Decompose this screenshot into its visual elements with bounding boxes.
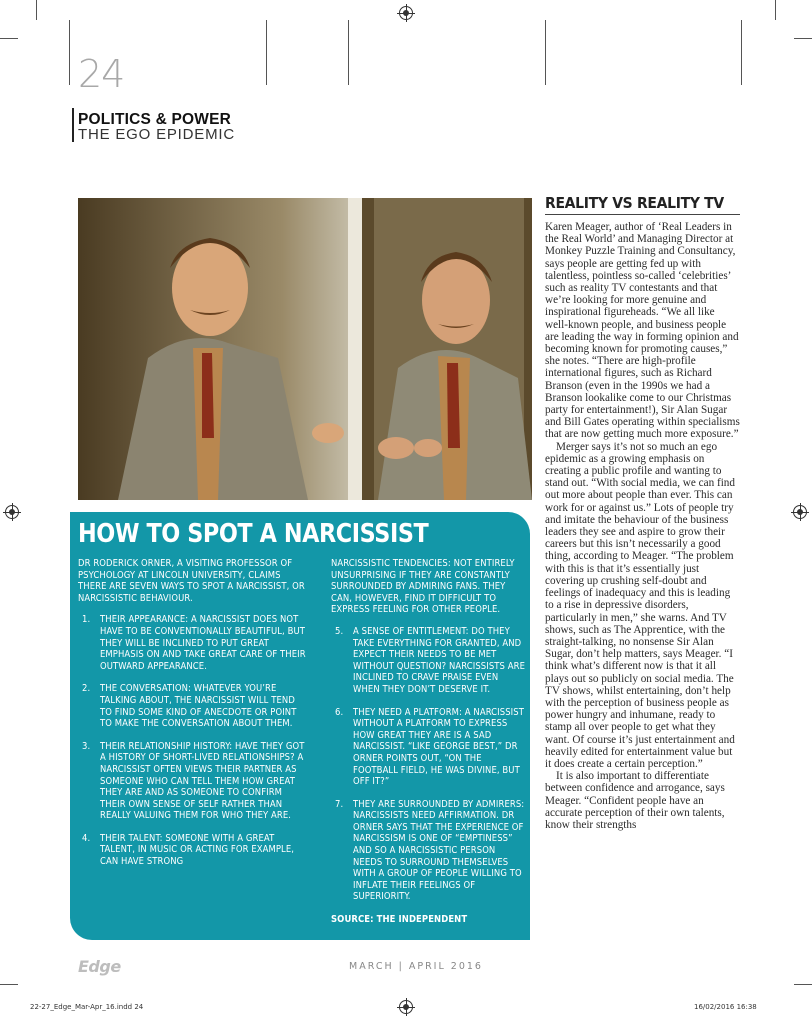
sidebar-rule — [545, 214, 740, 215]
sidebar-body — [545, 221, 740, 831]
article-photo — [78, 198, 532, 500]
sidebar-paragraph: It is also important to differentiate between confidence and arrogance, says Meager. “Confident people have an accurate perception of their own talents, know their strengths — [545, 770, 725, 831]
list-item: 4. THEIR TALENT: SOMEONE WITH A GREAT TALENT, IN MUSIC OR ACTING FOR EXAMPLE, CAN HAVE STRONG — [82, 832, 295, 868]
guide-line — [545, 20, 546, 85]
issue-date: MARCH | APRIL 2016 — [349, 961, 483, 972]
registration-mark-right — [793, 505, 807, 519]
guide-line — [348, 20, 349, 85]
registration-mark-left — [5, 505, 19, 519]
edge-logo: Edge — [78, 957, 121, 976]
list-item: 7. THEY ARE SURROUNDED BY ADMIRERS: NARCISSISTS NEED AFFIRMATION. DR ORNER SAYS THAT THE EXPERIENCE OF NARCISSISM IS ONE OF “EMPTINESS” AND SO A NARCISSISTIC PERSON NEEDS TO SURROUND THEMSELVES WITH A GROUP OF PEOPLE WILLING TO INFLATE THEIR FEELINGS OF SUPERIORITY. — [335, 798, 525, 903]
guide-line — [741, 20, 742, 85]
list-item: 3. THEIR RELATIONSHIP HISTORY: HAVE THEY GOT A HISTORY OF SHORT-LIVED RELATIONSHIPS? A NARCISSIST OFTEN VIEWS THEIR PARTNER AS SOMEONE WHO CAN TELL THEM HOW GREAT THEY ARE AND AS SOMEONE TO CONFIRM THEIR OWN SENSE OF SELF RATHER THAN REALLY VALUING THEM FOR WHO THEY ARE. — [82, 740, 305, 822]
sidebar-heading: REALITY VS REALITY TV — [545, 194, 724, 212]
box-source: SOURCE: THE INDEPENDENT — [331, 914, 468, 926]
narcissist-list — [78, 614, 308, 867]
box-continuation: NARCISSISTIC TENDENCIES: NOT ENTIRELY UNSURPRISING IF THEY ARE CONSTANTLY SURROUNDED BY ADMIRING FANS. THEY CAN, HOWEVER, FIND IT DIFFICULT TO EXPRESS FEELING FOR OTHER PEOPLE. — [331, 558, 515, 616]
list-item: 5. A SENSE OF ENTITLEMENT: DO THEY TAKE EVERYTHING FOR GRANTED, AND EXPECT THEIR NEEDS TO BE MET WITHOUT QUESTION? NARCISSISTS ARE INCLINED TO CRAVE PRAISE EVEN WHEN THEY DON’T DESERVE IT. — [335, 625, 526, 695]
crop-mark — [775, 0, 776, 20]
crop-mark — [0, 984, 18, 985]
box-column-right — [331, 558, 526, 926]
list-item: 2. THE CONVERSATION: WHATEVER YOU’RE TALKING ABOUT, THE NARCISSIST WILL TEND TO FIND SOME KIND OF ANECDOTE OR POINT TO MAKE THE CONVERSATION ABOUT THEM. — [82, 683, 297, 730]
crop-mark — [794, 984, 812, 985]
section-subtitle: THE EGO EPIDEMIC — [78, 126, 235, 143]
page-number: 24 — [78, 52, 125, 96]
guide-line — [69, 20, 70, 85]
guide-line — [266, 20, 267, 85]
box-title: HOW TO SPOT A NARCISSIST — [78, 519, 429, 549]
print-timestamp: 16/02/2016 16:38 — [694, 1003, 757, 1011]
list-item: 6. THEY NEED A PLATFORM: A NARCISSIST WITHOUT A PLATFORM TO EXPRESS HOW GREAT THEY ARE IS A SAD NARCISSIST. “LIKE GEORGE BEST,” DR ORNER POINTS OUT, “ON THE FOOTBALL FIELD, HE WAS DIVINE, BUT OFF IT?” — [335, 706, 524, 788]
section-title: POLITICS & POWER — [78, 111, 232, 128]
registration-mark-top — [399, 6, 413, 20]
crop-mark — [36, 0, 37, 20]
sidebar-paragraph: Karen Meager, author of ‘Real Leaders in the Real World’ and Managing Director at Monkey Puzzle Training and Consultancy, says people are getting fed up with talentless, pointless so-called ‘celebrities’ such as reality TV contestants and that we’re looking for more genuine and inspirational figureheads. “We all like well-known people, and business people are leading the way in forming opinion and becoming known for promoting causes,” she notes. “There are high-profile international figures, such as Richard Branson (even in the 1990s we had a Branson lookalike come to our Christmas party for entertainment!), Sir Alan Sugar and Bill Gates operating within specialisms that are now getting much more exposure.” — [545, 221, 740, 441]
box-column-left — [78, 558, 308, 879]
box-intro: DR RODERICK ORNER, A VISITING PROFESSOR OF PSYCHOLOGY AT LINCOLN UNIVERSITY, CLAIMS THERE ARE SEVEN WAYS TO SPOT A NARCISSIST, OR NARCISSISTIC BEHAVIOUR. — [78, 558, 305, 604]
crop-mark — [0, 38, 18, 39]
list-item: 1. THEIR APPEARANCE: A NARCISSIST DOES NOT HAVE TO BE CONVENTIONALLY BEAUTIFUL, BUT THEY WILL BE INCLINED TO PUT GREAT EMPHASIS ON AND TAKE GREAT CARE OF THEIR OUTWARD APPEARANCE. — [82, 614, 306, 672]
crop-mark — [794, 38, 812, 39]
narcissist-list-continued — [331, 626, 526, 903]
file-slug: 22-27_Edge_Mar-Apr_16.indd 24 — [30, 1003, 144, 1011]
registration-mark-bottom — [399, 1000, 413, 1014]
photo-man-mirror — [78, 198, 532, 500]
sidebar-paragraph: Merger says it’s not so much an ego epidemic as a growing emphasis on creating a public profile and wanting to stand out. “With social media, we can find out more about people than ever. This can work for or against us.” Lots of people try and imitate the behaviour of the business leaders they see and aspire to grow their careers but this isn’t necessarily a good thing, according to Meager. “The problem with this is that it’s essentially just covering up crushing self-doubt and feelings of inadequacy and this is leading to a rise in depressive disorders, particularly in men,” she warns. And TV shows, such as The Apprentice, with the straight-talking, no nonsense Sir Alan Sugar, don’t help matters, says Meager. “I think what’s different now is that it all plays out so publicly on social media. The TV shows, whilst entertaining, don’t help with the perception of business people as power hungry and inhumane, ready to stamp all over people to get what they want. Of course it’s just entertainment and heavily edited for entertainment value but it does create a certain perception.” — [545, 440, 735, 770]
header-rule — [72, 108, 74, 142]
